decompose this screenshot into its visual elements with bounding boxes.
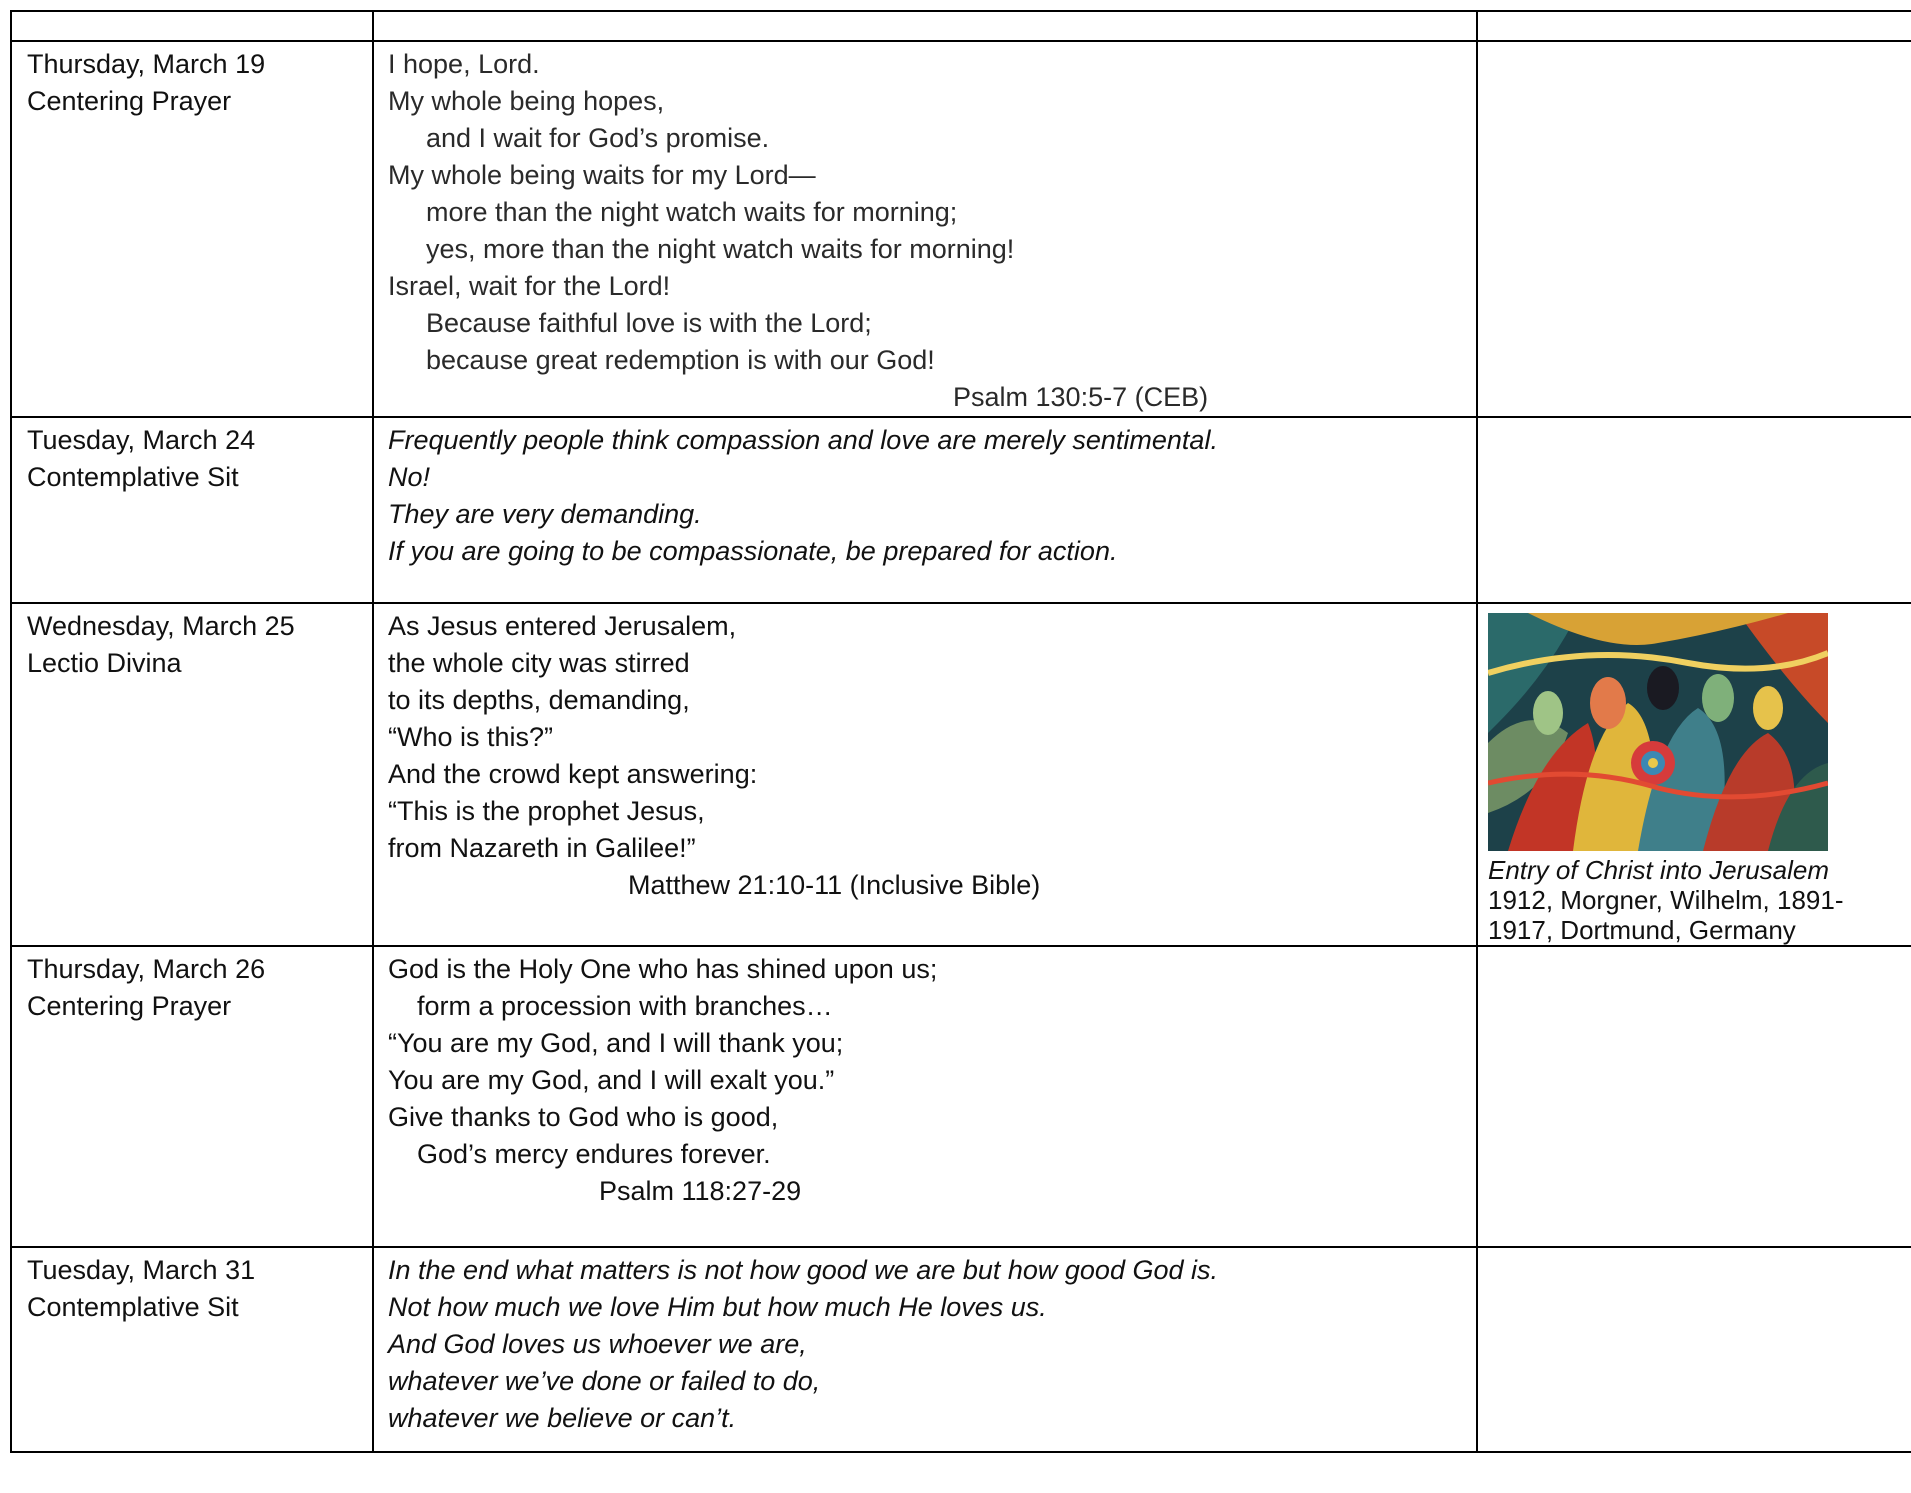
reading-line: My whole being hopes, [388, 86, 665, 116]
date-cell [11, 41, 373, 417]
art-cell [1477, 417, 1911, 603]
session-practice: Lectio Divina [27, 648, 182, 678]
reading-line: God’s mercy endures forever. [417, 1139, 771, 1169]
art-cell [1477, 41, 1911, 417]
session-practice: Centering Prayer [27, 991, 232, 1021]
schedule-row [11, 417, 1911, 603]
schedule-row [11, 946, 1911, 1247]
date-cell [11, 946, 373, 1247]
reading-line: Give thanks to God who is good, [388, 1102, 779, 1132]
date-cell [11, 603, 373, 946]
reading-line: form a procession with branches… [417, 991, 833, 1021]
header-cell-art [1477, 11, 1911, 41]
schedule-table [10, 10, 1911, 1453]
reading-line: to its depths, demanding, [388, 685, 690, 715]
reading-cell [373, 41, 1477, 417]
quote-line: whatever we believe or can’t. [388, 1403, 737, 1433]
quote-line: Frequently people think compassion and love are merely sentimental. [388, 425, 1218, 455]
painting-artwork [1488, 613, 1828, 851]
schedule-row [11, 603, 1911, 946]
artwork-credit-line2: 1917, Dortmund, Germany [1488, 915, 1796, 945]
session-date: Tuesday, March 31 [27, 1255, 256, 1285]
reading-cell [373, 417, 1477, 603]
quote-line: And God loves us whoever we are, [388, 1329, 807, 1359]
reading-line: And the crowd kept answering: [388, 759, 758, 789]
scripture-citation: Matthew 21:10-11 (Inclusive Bible) [628, 870, 1041, 900]
header-cell-reading [373, 11, 1477, 41]
scripture-citation: Psalm 118:27-29 [599, 1176, 802, 1206]
reading-line: You are my God, and I will exalt you.” [388, 1065, 835, 1095]
quote-line: Not how much we love Him but how much He loves us. [388, 1292, 1047, 1322]
reading-line: Israel, wait for the Lord! [388, 271, 671, 301]
reading-cell [373, 1247, 1477, 1452]
session-date: Tuesday, March 24 [27, 425, 256, 455]
schedule-row [11, 1247, 1911, 1452]
scripture-citation: Psalm 130:5-7 (CEB) [953, 382, 1209, 412]
quote-line: They are very demanding. [388, 499, 702, 529]
artwork-title: Entry of Christ into Jerusalem [1488, 855, 1830, 885]
reading-line: and I wait for God’s promise. [426, 123, 770, 153]
session-practice: Contemplative Sit [27, 462, 239, 492]
header-row [11, 11, 1911, 41]
reading-line: Because faithful love is with the Lord; [426, 308, 872, 338]
quote-line: If you are going to be compassionate, be prepared for action. [388, 536, 1118, 566]
date-cell [11, 417, 373, 603]
quote-line: In the end what matters is not how good we are but how good God is. [388, 1255, 1218, 1285]
quote-line: No! [388, 462, 431, 492]
session-date: Thursday, March 19 [27, 49, 266, 79]
artwork-credit-line1: 1912, Morgner, Wilhelm, 1891- [1488, 885, 1844, 915]
reading-cell [373, 946, 1477, 1247]
reading-line: My whole being waits for my Lord— [388, 160, 816, 190]
header-cell-date [11, 11, 373, 41]
reading-line: from Nazareth in Galilee!” [388, 833, 696, 863]
session-date: Thursday, March 26 [27, 954, 266, 984]
reading-line: “You are my God, and I will thank you; [388, 1028, 844, 1058]
reading-cell [373, 603, 1477, 946]
reading-line: “This is the prophet Jesus, [388, 796, 705, 826]
art-cell [1477, 1247, 1911, 1452]
art-cell [1477, 603, 1911, 946]
reading-line: I hope, Lord. [388, 49, 540, 79]
date-cell [11, 1247, 373, 1452]
session-practice: Centering Prayer [27, 86, 232, 116]
art-cell [1477, 946, 1911, 1247]
reading-line: because great redemption is with our God! [426, 345, 935, 375]
reading-line: the whole city was stirred [388, 648, 690, 678]
reading-line: yes, more than the night watch waits for morning! [426, 234, 1015, 264]
reading-line: As Jesus entered Jerusalem, [388, 611, 737, 641]
quote-line: whatever we’ve done or failed to do, [388, 1366, 821, 1396]
session-practice: Contemplative Sit [27, 1292, 239, 1322]
reading-line: God is the Holy One who has shined upon us; [388, 954, 938, 984]
painting-image [1488, 613, 1828, 851]
schedule-row [11, 41, 1911, 417]
session-date: Wednesday, March 25 [27, 611, 295, 641]
reading-line: more than the night watch waits for morning; [426, 197, 958, 227]
reading-line: “Who is this?” [388, 722, 554, 752]
